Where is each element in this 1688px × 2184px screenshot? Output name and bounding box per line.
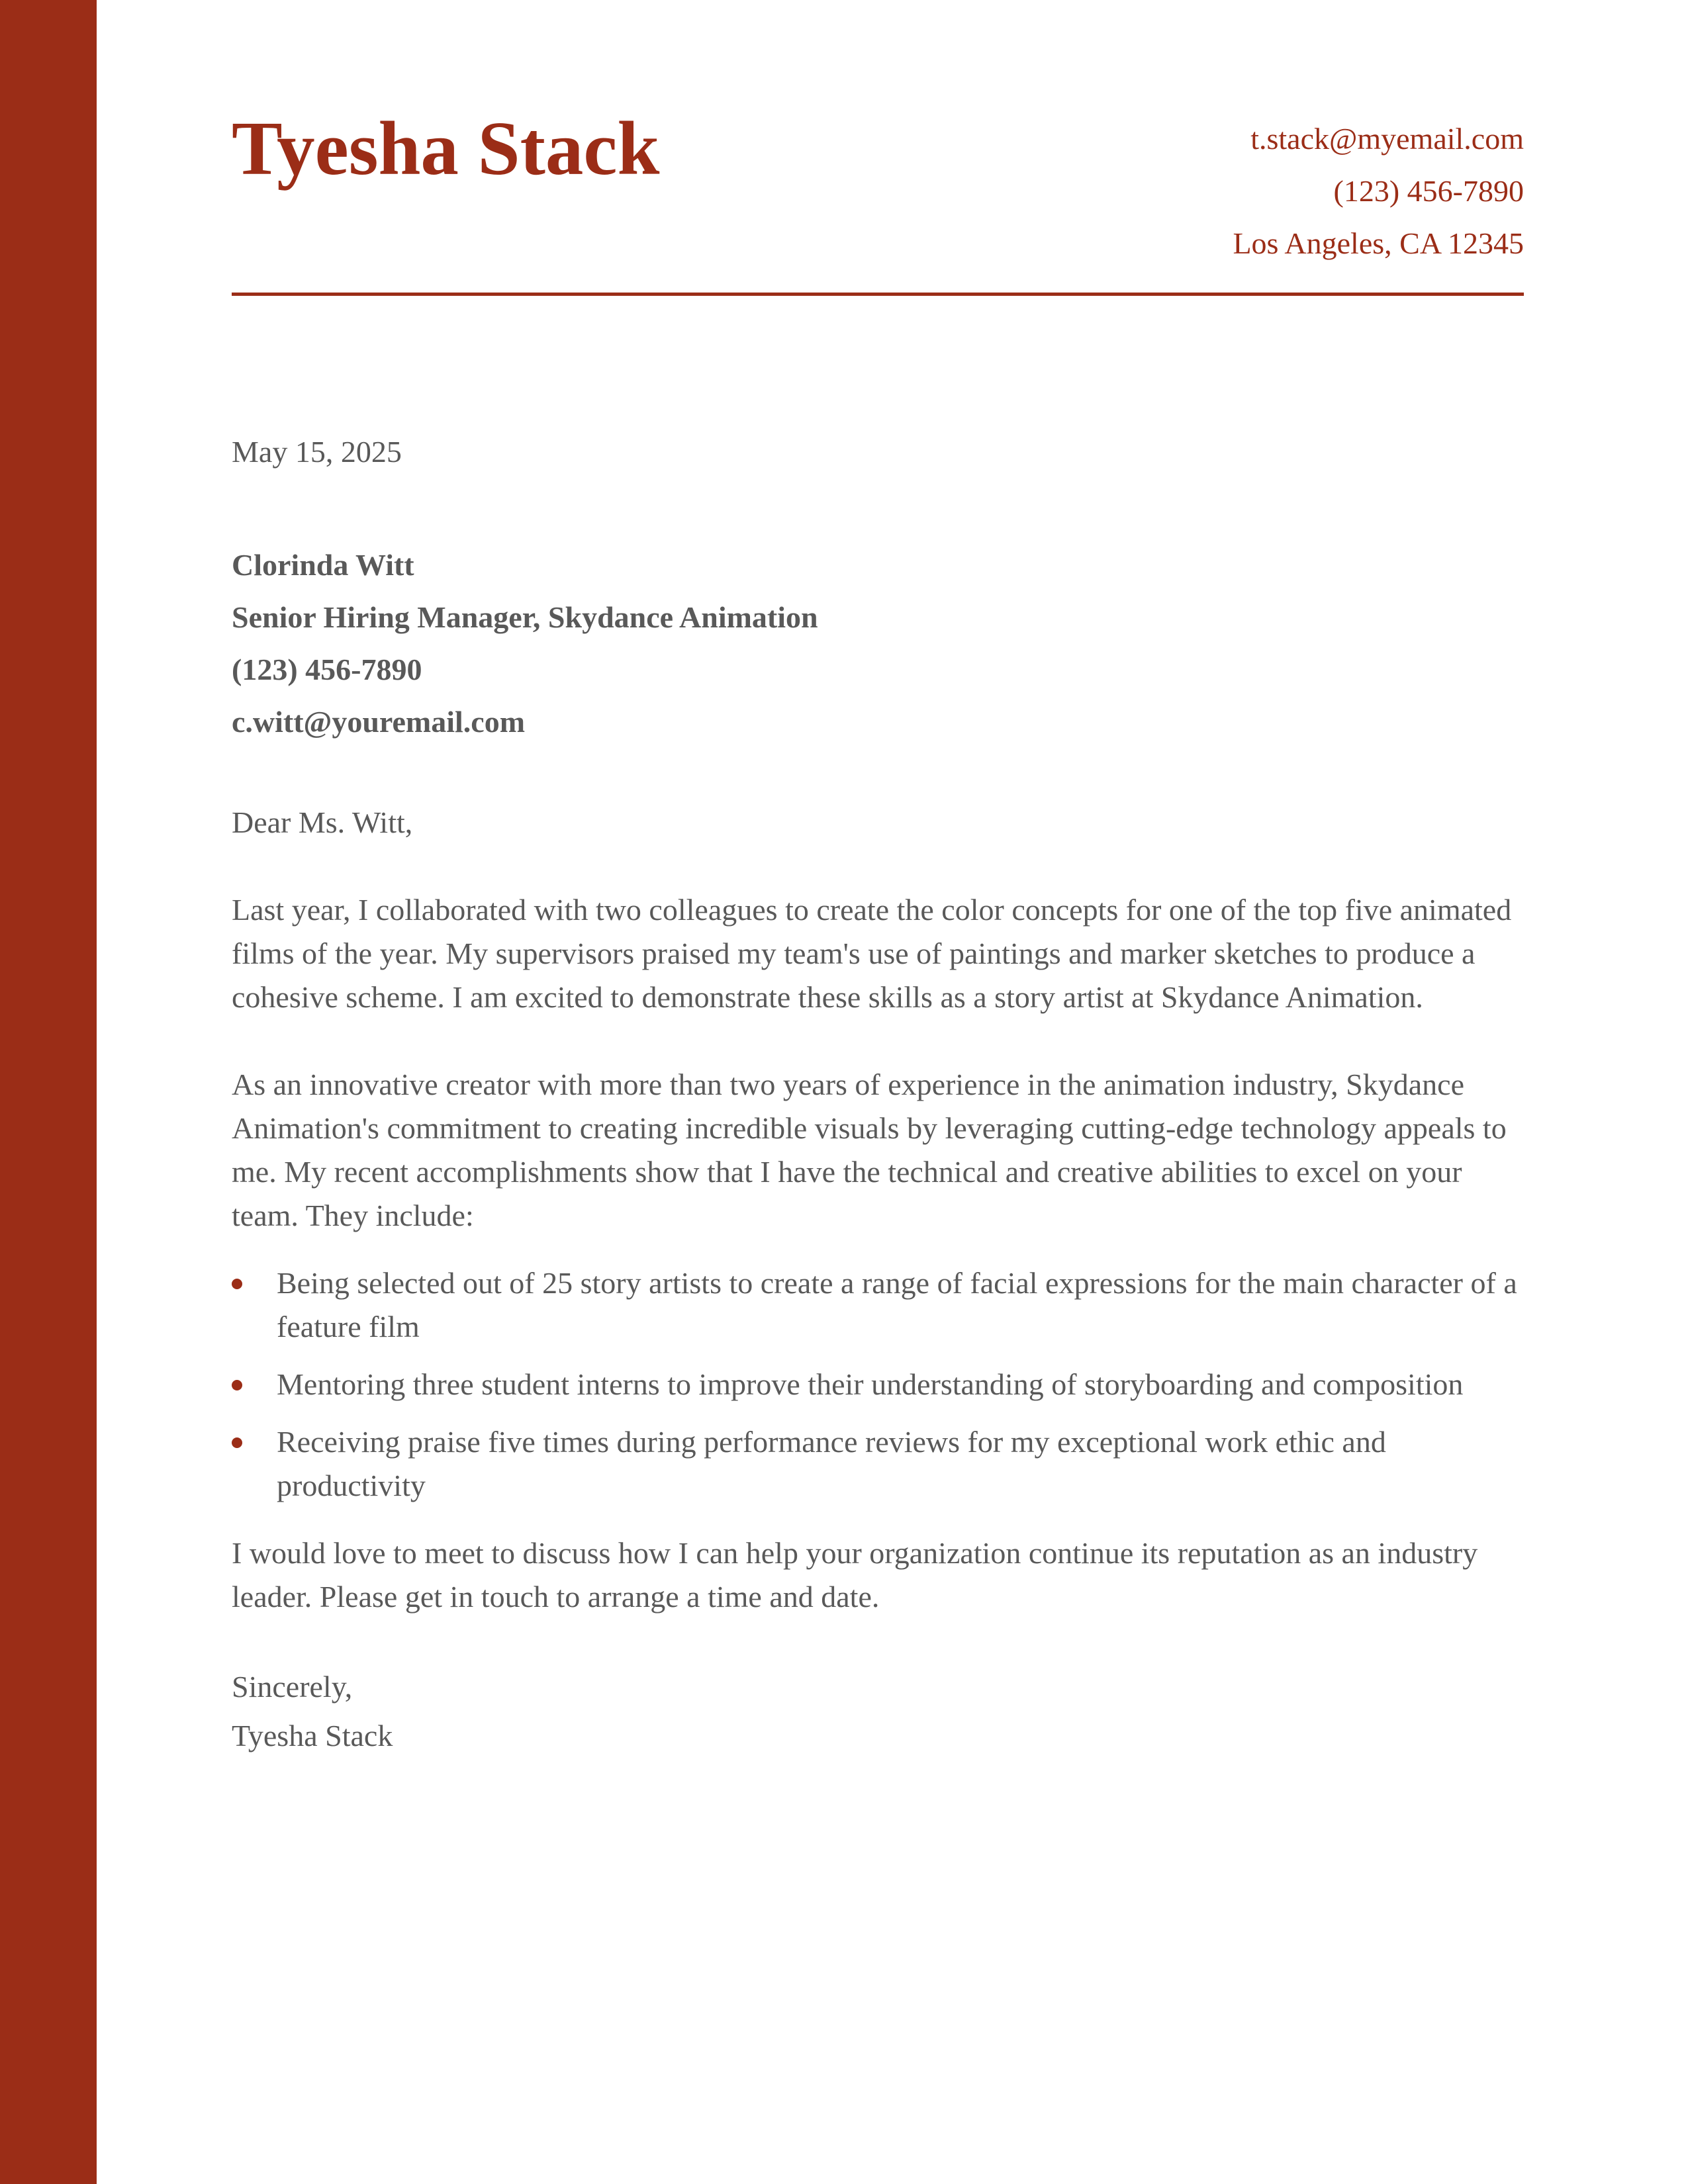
paragraph-1: Last year, I collaborated with two colleagues to create the color concepts for one of the top five animated films of the year. My supervisors praised my team's use of paintings and marker sketches to produce a cohesive scheme. I am excited to demonstrate these skills as a story artist at Skydance Animation. <box>232 893 1512 1014</box>
letter-body <box>232 430 1524 1760</box>
sender-location: Los Angeles, CA 12345 <box>1233 226 1524 260</box>
recipient-block <box>232 539 1524 748</box>
accomplishments-list <box>232 1261 1524 1508</box>
signoff-block <box>232 1662 1524 1760</box>
header-divider <box>232 293 1524 296</box>
list-item-text: Mentoring three student interns to improve their understanding of storyboarding and composition <box>277 1367 1464 1401</box>
sender-email: t.stack@myemail.com <box>1250 122 1524 156</box>
sender-name: Tyesha Stack <box>232 107 660 191</box>
recipient-phone: (123) 456-7890 <box>232 653 422 686</box>
list-item <box>232 1261 1524 1349</box>
list-item <box>232 1363 1524 1406</box>
recipient-email: c.witt@youremail.com <box>232 705 526 739</box>
sidebar-accent-bar <box>0 0 97 2184</box>
greeting: Dear Ms. Witt, <box>232 805 413 839</box>
letter-header <box>232 99 1524 298</box>
signature: Tyesha Stack <box>232 1719 393 1752</box>
recipient-title: Senior Hiring Manager, Skydance Animation <box>232 600 818 634</box>
list-item <box>232 1420 1524 1508</box>
paragraph-2: As an innovative creator with more than two years of experience in the animation industry, Skydance Animation's commitment to creating incredible visuals by leveraging cutting-edge technology appeals to me. My recent accomplishments show that I have the technical and creative abilities to excel on your team. They include: <box>232 1068 1507 1232</box>
bullet-icon <box>232 1279 242 1289</box>
bullet-icon <box>232 1437 242 1448</box>
sender-contact <box>1233 113 1524 269</box>
list-item-text: Being selected out of 25 story artists to create a range of facial expressions for the main character of a feature film <box>277 1266 1517 1343</box>
list-item-text: Receiving praise five times during performance reviews for my exceptional work ethic and productivity <box>277 1425 1386 1502</box>
letter-date: May 15, 2025 <box>232 435 402 469</box>
signoff: Sincerely, <box>232 1670 353 1704</box>
sender-phone: (123) 456-7890 <box>1333 174 1524 208</box>
recipient-name: Clorinda Witt <box>232 548 414 582</box>
closing-paragraph: I would love to meet to discuss how I can help your organization continue its reputation as an industry leader. Please get in touch to arrange a time and date. <box>232 1536 1478 1614</box>
bullet-icon <box>232 1380 242 1390</box>
